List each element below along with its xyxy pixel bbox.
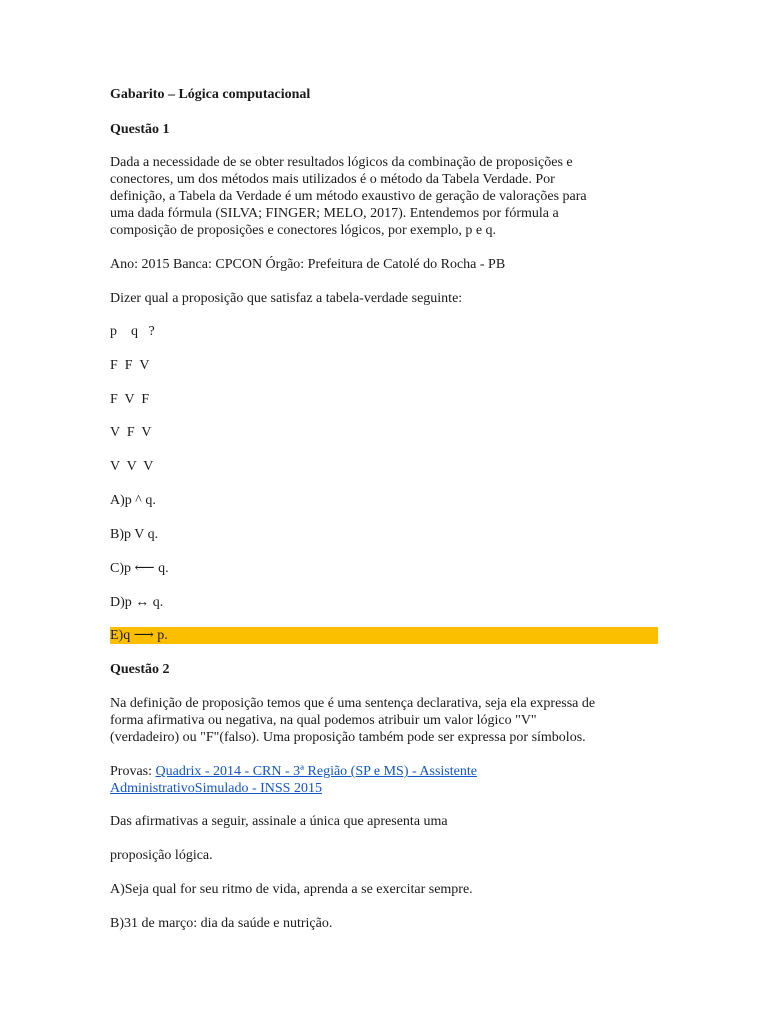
question-1-source: Ano: 2015 Banca: CPCON Órgão: Prefeitura de Catolé do Rocha - PB	[110, 257, 506, 272]
question-2-prompt: Das afirmativas a seguir, assinale a única que apresenta uma	[110, 814, 448, 829]
question-2-option-b: B)31 de março: dia da saúde e nutrição.	[110, 916, 333, 931]
question-2-intro-line: Na definição de proposição temos que é uma sentença declarativa, seja ela expressa de	[110, 696, 596, 711]
question-2-intro-line: (verdadeiro) ou "F"(falso). Uma proposição também pode ser expressa por símbolos.	[110, 730, 586, 745]
provas-link-quadrix[interactable]: Quadrix - 2014 - CRN - 3ª Região (SP e MS) - Assistente	[155, 764, 477, 779]
question-1-option-a: A)p ^ q.	[110, 493, 156, 508]
truth-table-header: p q ?	[110, 324, 155, 339]
question-1-intro-line: conectores, um dos métodos mais utilizados é o método da Tabela Verdade. Por	[110, 172, 555, 187]
question-2-provas-line-2	[110, 780, 322, 797]
truth-table-row: V F V	[110, 425, 152, 440]
question-2-heading: Questão 2	[110, 662, 170, 677]
question-1-option-d: D)p ↔ q.	[110, 595, 164, 610]
truth-table-row: F V F	[110, 392, 150, 407]
question-1-intro-line: definição, a Tabela da Verdade é um método exaustivo de geração de valorações para	[110, 189, 587, 204]
question-1-option-c: C)p ⟵ q.	[110, 561, 169, 576]
truth-table-row: F F V	[110, 358, 150, 373]
provas-label: Provas:	[110, 764, 156, 779]
provas-link-simulado-inss[interactable]: Simulado - INSS 2015	[194, 781, 322, 796]
question-1-heading: Questão 1	[110, 122, 170, 137]
question-2-intro-line: forma afirmativa ou negativa, na qual podemos atribuir um valor lógico "V"	[110, 713, 537, 728]
question-1-intro-line: uma dada fórmula (SILVA; FINGER; MELO, 2017). Entendemos por fórmula a	[110, 206, 559, 221]
question-1-intro-line: composição de proposições e conectores lógicos, por exemplo, p e q.	[110, 223, 497, 238]
question-1-option-b: B)p V q.	[110, 527, 159, 542]
question-2-prompt-continued: proposição lógica.	[110, 848, 213, 863]
provas-link-quadrix-continued[interactable]: Administrativo	[110, 781, 195, 796]
question-2-provas-line	[110, 763, 477, 780]
document-title: Gabarito – Lógica computacional	[110, 87, 311, 102]
truth-table-row: V V V	[110, 459, 154, 474]
question-1-intro-line: Dada a necessidade de se obter resultados lógicos da combinação de proposições e	[110, 155, 573, 170]
question-1-option-e-answer-highlight: E)q ⟶ p.	[110, 627, 658, 644]
question-1-prompt: Dizer qual a proposição que satisfaz a tabela-verdade seguinte:	[110, 291, 463, 306]
question-2-option-a: A)Seja qual for seu ritmo de vida, aprenda a se exercitar sempre.	[110, 882, 473, 897]
